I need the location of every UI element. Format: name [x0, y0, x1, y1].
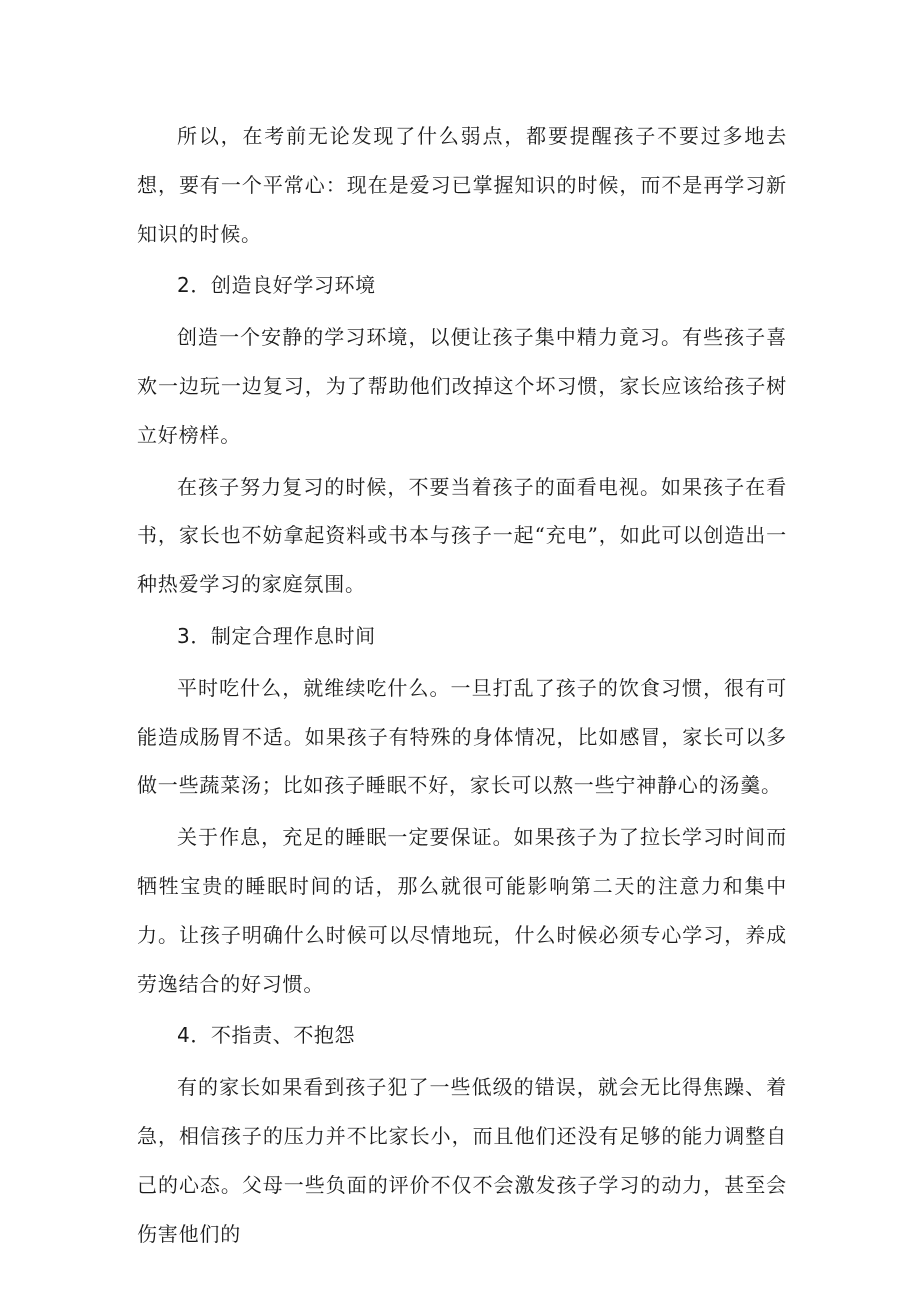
- paragraph-2: 创造一个安静的学习环境，以便让孩子集中精力竟习。有些孩子喜欢一边玩一边复习，为了帮助他们改掉这个坏习惯，家长应该给孩子树立好榜样。: [137, 325, 787, 447]
- paragraph-3: 在孩子努力复习的时候，不要当着孩子的面看电视。如果孩子在看书，家长也不妨拿起资料或书本与孩子一起“充电”，如此可以创造出一种热爱学习的家庭氛围。: [137, 474, 787, 597]
- paragraph-5: 关于作息，充足的睡眠一定要保证。如果孩子为了拉长学习时间而牺牲宝贵的睡眠时间的话，那么就很可能影响第二天的注意力和集中力。让孩子明确什么时候可以尽情地玩，什么时候必须专心学习，养成劳逸结合的好习惯。: [137, 825, 787, 996]
- document-body: [137, 112, 787, 1258]
- section-heading-4: 4．不指责、不抱怨: [177, 1023, 356, 1048]
- paragraph-4: 平时吃什么，就维续吃什么。一旦打乱了孩子的饮食习惯，很有可能造成肠胃不适。如果孩子有特殊的身体情况，比如感冒，家长可以多做一些蔬菜汤；比如孩子睡眠不好，家长可以熬一些宁神静心的汤羹。: [137, 675, 787, 798]
- paragraph-1: 所以，在考前无论发现了什么弱点，都要提醒孩子不要过多地去想，要有一个平常心：现在是爱习已掌握知识的时候，而不是再学习新知识的时候。: [137, 124, 787, 246]
- section-heading-3: 3．制定合理作息时间: [177, 623, 376, 648]
- paragraph-6: 有的家长如果看到孩子犯了一些低级的错误，就会无比得焦躁、着急，相信孩子的压力并不比家长小，而且他们还没有足够的能力调整自己的心态。父母一些负面的评价不仅不会激发孩子学习的动力，甚至会伤害他们的: [137, 1075, 787, 1246]
- section-heading-2: 2．创造良好学习环境: [177, 273, 376, 298]
